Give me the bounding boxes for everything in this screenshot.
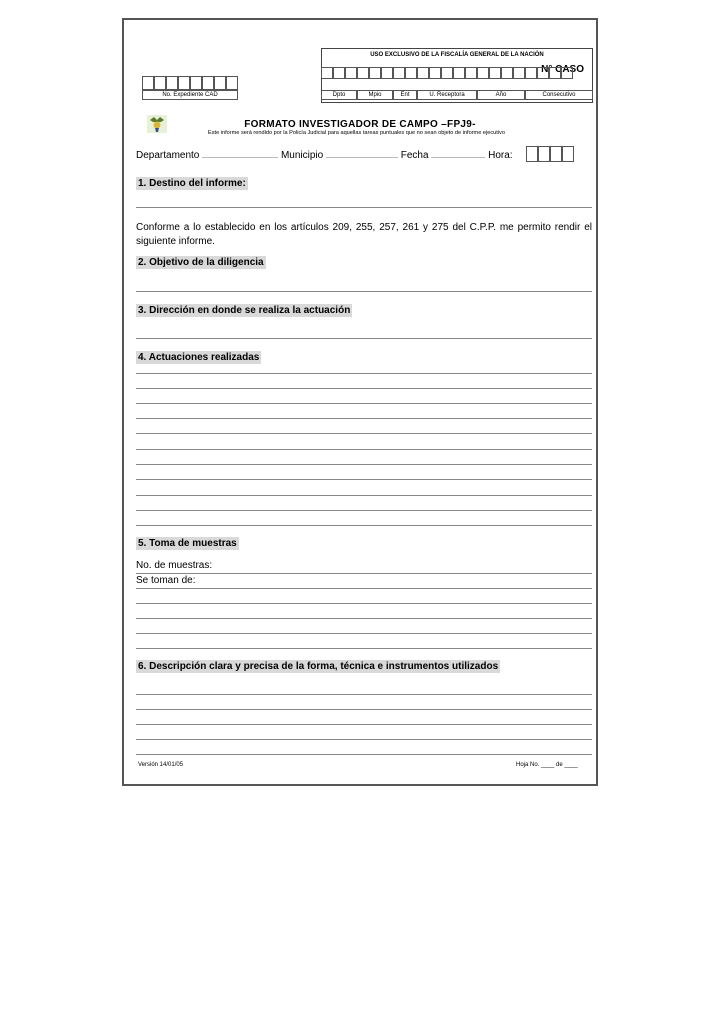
case-field-label: Año [477, 90, 525, 100]
page-number-label: Hoja No. ____ de ____ [516, 762, 578, 768]
cad-label-row [142, 90, 238, 100]
hora-cells[interactable] [526, 146, 574, 162]
cad-cell[interactable] [190, 76, 202, 90]
case-field-label: Ent [393, 90, 417, 100]
case-cell[interactable] [501, 67, 513, 79]
legal-statement: Conforme a lo establecido en los artículos 209, 255, 257, 261 y 275 del C.P.P. me permito rendir el siguiente informe. [136, 222, 592, 247]
answer-line[interactable] [136, 510, 592, 511]
case-field-label: Dpto [321, 90, 357, 100]
case-cell[interactable] [333, 67, 345, 79]
answer-line[interactable] [136, 433, 592, 434]
hora-cell[interactable] [526, 146, 538, 162]
municipio-label: Municipio [280, 150, 324, 161]
cad-cell[interactable] [202, 76, 214, 90]
fecha-field[interactable] [431, 147, 485, 158]
answer-line[interactable] [136, 724, 592, 725]
departamento-label: Departamento [136, 150, 200, 161]
answer-line[interactable] [136, 403, 592, 404]
case-field-labels [321, 90, 593, 100]
case-cell[interactable] [465, 67, 477, 79]
case-cell[interactable] [549, 67, 561, 79]
case-cell[interactable] [357, 67, 369, 79]
case-cell[interactable] [417, 67, 429, 79]
answer-line[interactable] [136, 739, 592, 740]
cad-label: No. Expediente CAD [142, 90, 238, 100]
answer-line[interactable] [136, 633, 592, 634]
version-label: Versión 14/01/05 [138, 762, 184, 768]
cad-cell[interactable] [178, 76, 190, 90]
departamento-field[interactable] [202, 147, 278, 158]
answer-line[interactable] [136, 709, 592, 710]
case-cell[interactable] [537, 67, 549, 79]
section-5-heading: 5. Toma de muestras [138, 538, 237, 549]
case-cell[interactable] [513, 67, 525, 79]
case-cell[interactable] [405, 67, 417, 79]
answer-line[interactable] [136, 618, 592, 619]
case-number-label: N° CASO [541, 64, 584, 75]
case-cell[interactable] [429, 67, 441, 79]
case-cell[interactable] [321, 67, 333, 79]
samples-count-label: No. de muestras: [136, 560, 213, 571]
answer-line[interactable] [136, 495, 592, 496]
case-cell[interactable] [441, 67, 453, 79]
answer-line[interactable] [136, 603, 592, 604]
form-subtitle: Este informe será rendido por la Policía Judicial para aquellas tareas puntuales que no sean objeto de informe ejecutivo [208, 130, 505, 136]
cad-cell[interactable] [226, 76, 238, 90]
section-4-heading: 4. Actuaciones realizadas [138, 352, 260, 363]
case-field-label: Mpio [357, 90, 393, 100]
fecha-label: Fecha [400, 150, 429, 161]
case-cell[interactable] [369, 67, 381, 79]
answer-line[interactable] [136, 754, 592, 755]
answer-line[interactable] [136, 588, 592, 589]
cad-number-cells[interactable] [142, 76, 238, 90]
answer-line[interactable] [136, 464, 592, 465]
answer-line[interactable] [136, 573, 592, 574]
answer-line[interactable] [136, 338, 592, 339]
form-title: FORMATO INVESTIGADOR DE CAMPO –FPJ9- [244, 119, 476, 130]
case-cell[interactable] [561, 67, 573, 79]
answer-line[interactable] [136, 373, 592, 374]
cad-cell[interactable] [142, 76, 154, 90]
case-field-label: Consecutivo [525, 90, 593, 100]
section-2-heading: 2. Objetivo de la diligencia [138, 257, 264, 268]
answer-line[interactable] [136, 418, 592, 419]
municipio-field[interactable] [326, 147, 398, 158]
section-1-heading: 1. Destino del informe: [138, 178, 246, 189]
case-cell[interactable] [381, 67, 393, 79]
answer-line[interactable] [136, 694, 592, 695]
answer-line[interactable] [136, 479, 592, 480]
case-cell[interactable] [345, 67, 357, 79]
section-6-heading: 6. Descripción clara y precisa de la forma, técnica e instrumentos utilizados [138, 661, 499, 672]
answer-line[interactable] [136, 291, 592, 292]
case-cell[interactable] [477, 67, 489, 79]
cad-cell[interactable] [154, 76, 166, 90]
answer-line[interactable] [136, 449, 592, 450]
answer-line[interactable] [136, 648, 592, 649]
case-number-cells[interactable] [321, 67, 573, 79]
case-field-label: U. Receptora [417, 90, 477, 100]
section-3-heading: 3. Dirección en donde se realiza la actuación [138, 305, 351, 316]
hora-label: Hora: [488, 150, 513, 161]
answer-line[interactable] [136, 207, 592, 208]
cad-cell[interactable] [214, 76, 226, 90]
hora-cell[interactable] [562, 146, 574, 162]
samples-source-label: Se toman de: [136, 575, 196, 586]
case-cell[interactable] [393, 67, 405, 79]
case-cell[interactable] [525, 67, 537, 79]
cad-cell[interactable] [166, 76, 178, 90]
case-cell[interactable] [453, 67, 465, 79]
hora-cell[interactable] [538, 146, 550, 162]
answer-line[interactable] [136, 388, 592, 389]
hora-cell[interactable] [550, 146, 562, 162]
official-use-label: USO EXCLUSIVO DE LA FISCALÍA GENERAL DE LA NACIÓN [370, 52, 544, 58]
case-cell[interactable] [489, 67, 501, 79]
form-sheet [122, 18, 598, 786]
answer-line[interactable] [136, 525, 592, 526]
